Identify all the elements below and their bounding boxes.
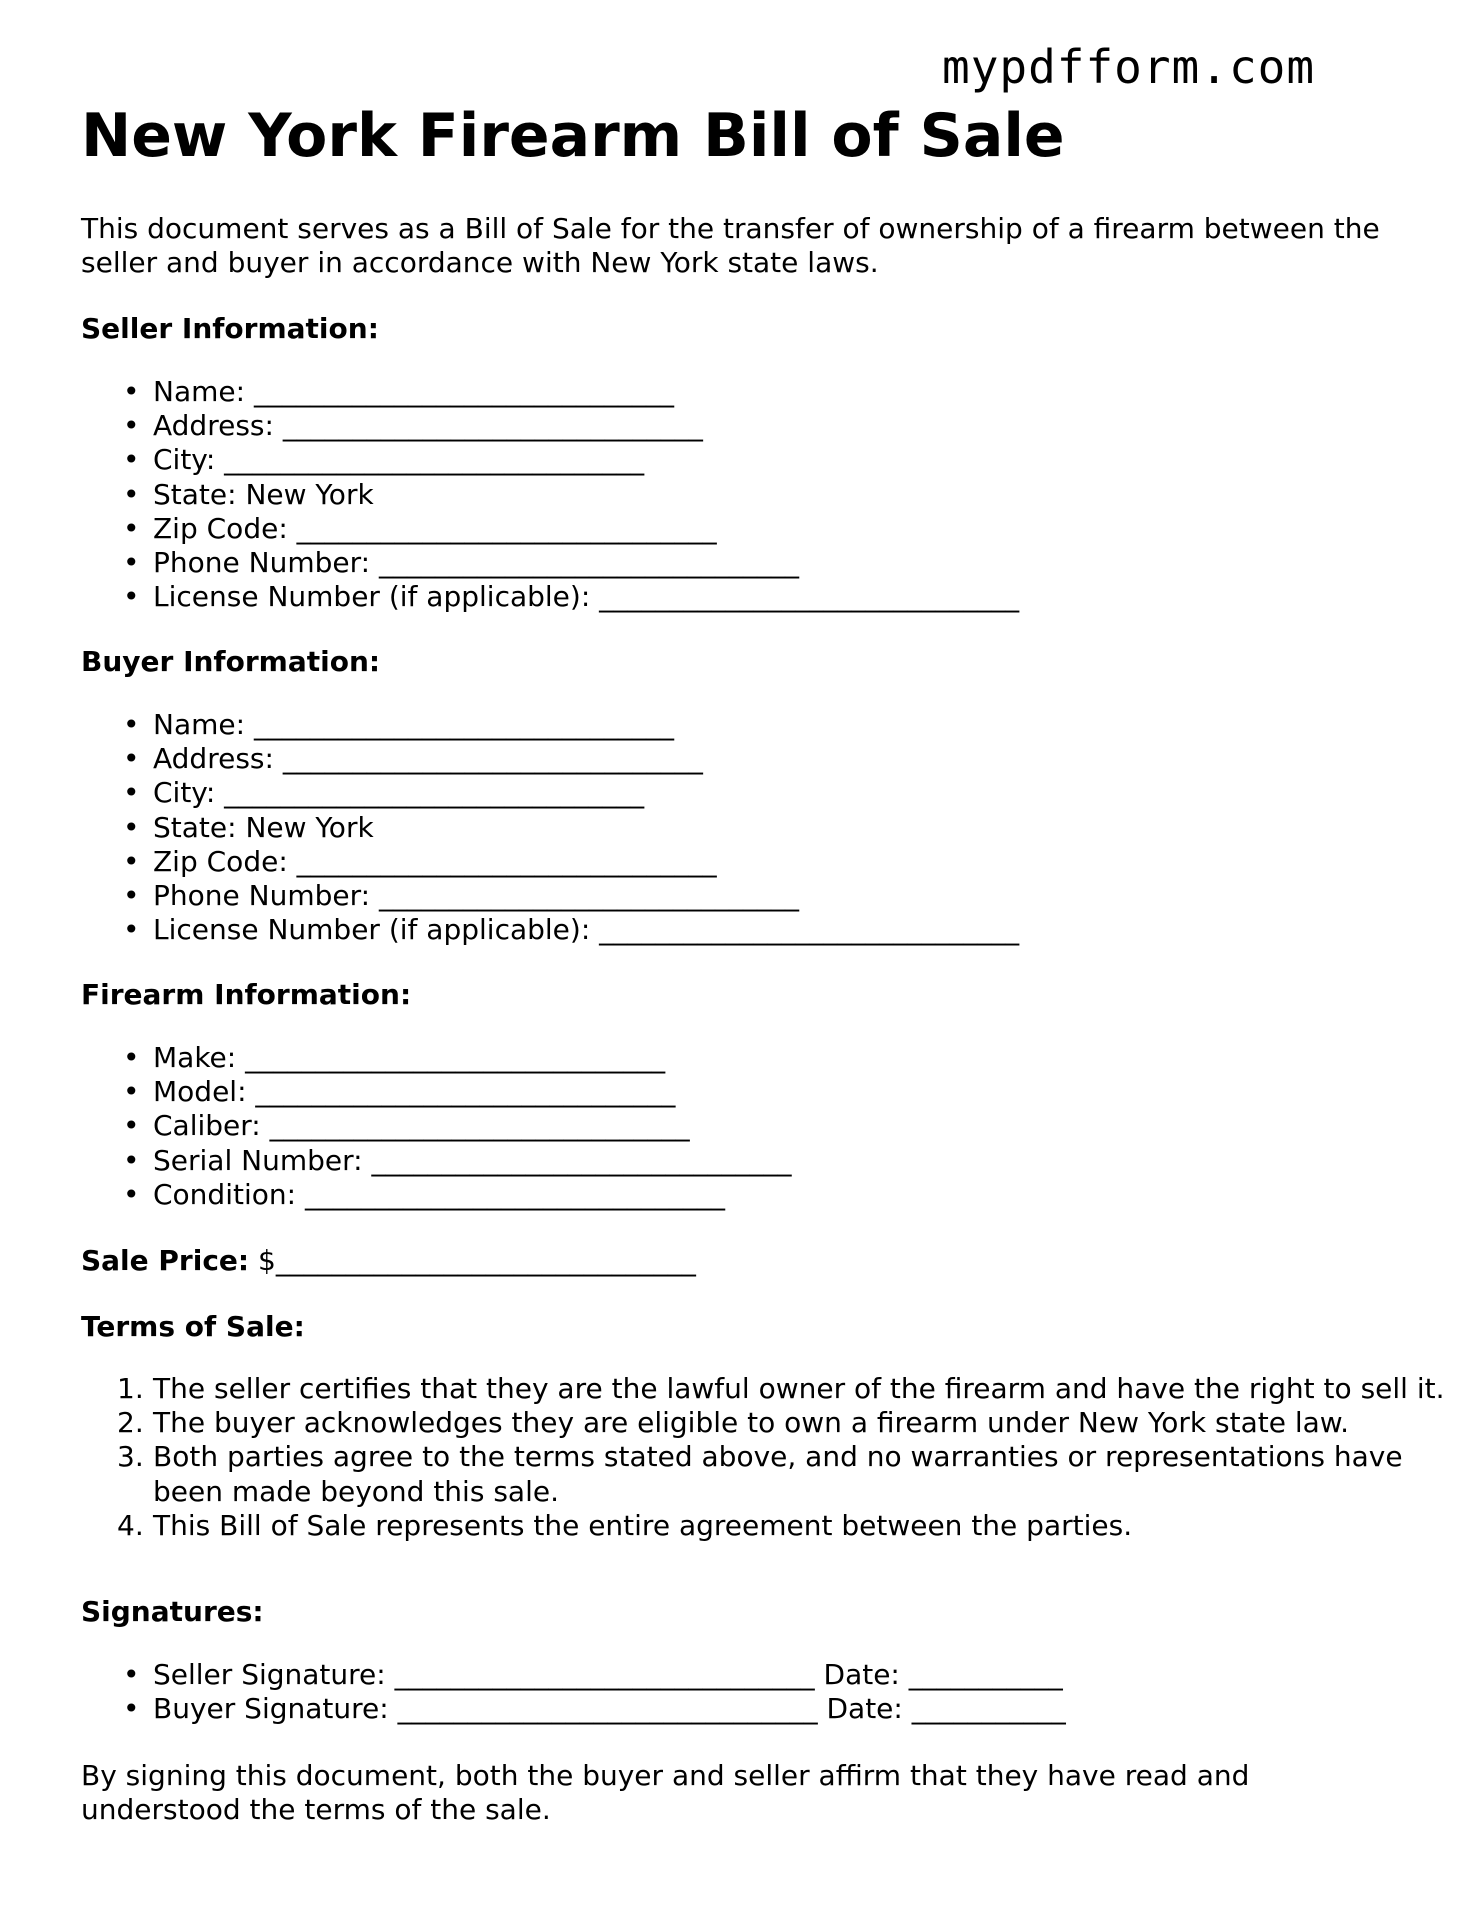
terms-item-number: 4. <box>117 1508 144 1542</box>
firearm-heading: Firearm Information: <box>81 978 412 1011</box>
buyer-license-field[interactable]: • License Number (if applicable): ______________________________ <box>153 913 1019 947</box>
document-title: New York Firearm Bill of Sale <box>81 101 1065 171</box>
buyer-field-list <box>81 708 1019 947</box>
terms-item <box>117 1440 1473 1508</box>
seller-license-field[interactable]: • License Number (if applicable): ______________________________ <box>153 580 1019 614</box>
buyer-state-field: • State: New York <box>153 811 1019 845</box>
terms-item-number: 2. <box>117 1406 144 1440</box>
terms-item-text: Both parties agree to the terms stated above, and no warranties or representations have been made beyond this sale. <box>153 1440 1403 1508</box>
terms-list <box>81 1372 1473 1543</box>
buyer-signature-field[interactable]: • Buyer Signature: ______________________________ Date: ___________ <box>153 1692 1066 1726</box>
firearm-field-list <box>81 1041 791 1212</box>
terms-item-text: The buyer acknowledges they are eligible to own a firearm under New York state law. <box>153 1406 1350 1440</box>
intro-paragraph: This document serves as a Bill of Sale for the transfer of ownership of a firearm between the seller and buyer in accordance with New York state laws. <box>81 212 1380 279</box>
firearm-model-field[interactable]: • Model: ______________________________ <box>153 1075 791 1109</box>
terms-item-number: 1. <box>117 1372 144 1405</box>
seller-zip-field[interactable]: • Zip Code: ______________________________ <box>153 512 1019 546</box>
seller-field-list <box>81 375 1019 614</box>
firearm-condition-field[interactable]: • Condition: ______________________________ <box>153 1178 791 1212</box>
sale-price-label: Sale Price: <box>81 1244 250 1277</box>
signatures-list <box>81 1658 1066 1726</box>
firearm-caliber-field[interactable]: • Caliber: ______________________________ <box>153 1109 791 1143</box>
terms-item <box>117 1508 1473 1543</box>
seller-signature-field[interactable]: • Seller Signature: ______________________________ Date: ___________ <box>153 1658 1066 1692</box>
seller-address-field[interactable]: • Address: ______________________________ <box>153 409 1019 443</box>
terms-item-text: The seller certifies that they are the lawful owner of the firearm and have the right to sell it. <box>153 1372 1445 1405</box>
buyer-zip-field[interactable]: • Zip Code: ______________________________ <box>153 845 1019 879</box>
seller-phone-field[interactable]: • Phone Number: ______________________________ <box>153 546 1019 580</box>
buyer-name-field[interactable]: • Name: ______________________________ <box>153 708 1019 742</box>
terms-item <box>117 1406 1473 1440</box>
terms-item-text: This Bill of Sale represents the entire agreement between the parties. <box>153 1508 1133 1542</box>
watermark-text: mypdfform.com <box>942 40 1316 94</box>
buyer-heading: Buyer Information: <box>81 645 381 678</box>
seller-name-field[interactable]: • Name: ______________________________ <box>153 375 1019 409</box>
sale-price-field[interactable]: $______________________________ <box>258 1244 696 1277</box>
signatures-heading: Signatures: <box>81 1595 264 1628</box>
seller-city-field[interactable]: • City: ______________________________ <box>153 443 1019 477</box>
terms-item <box>117 1372 1473 1406</box>
terms-heading: Terms of Sale: <box>81 1310 305 1343</box>
firearm-make-field[interactable]: • Make: ______________________________ <box>153 1041 791 1075</box>
terms-item-number: 3. <box>117 1440 144 1474</box>
buyer-phone-field[interactable]: • Phone Number: ______________________________ <box>153 879 1019 913</box>
sale-price-line <box>81 1244 696 1278</box>
firearm-serial-field[interactable]: • Serial Number: ______________________________ <box>153 1144 791 1178</box>
seller-heading: Seller Information: <box>81 312 379 345</box>
closing-paragraph: By signing this document, both the buyer and seller affirm that they have read and understood the terms of the sale. <box>81 1759 1250 1826</box>
buyer-address-field[interactable]: • Address: ______________________________ <box>153 742 1019 776</box>
buyer-city-field[interactable]: • City: ______________________________ <box>153 776 1019 810</box>
seller-state-field: • State: New York <box>153 478 1019 512</box>
